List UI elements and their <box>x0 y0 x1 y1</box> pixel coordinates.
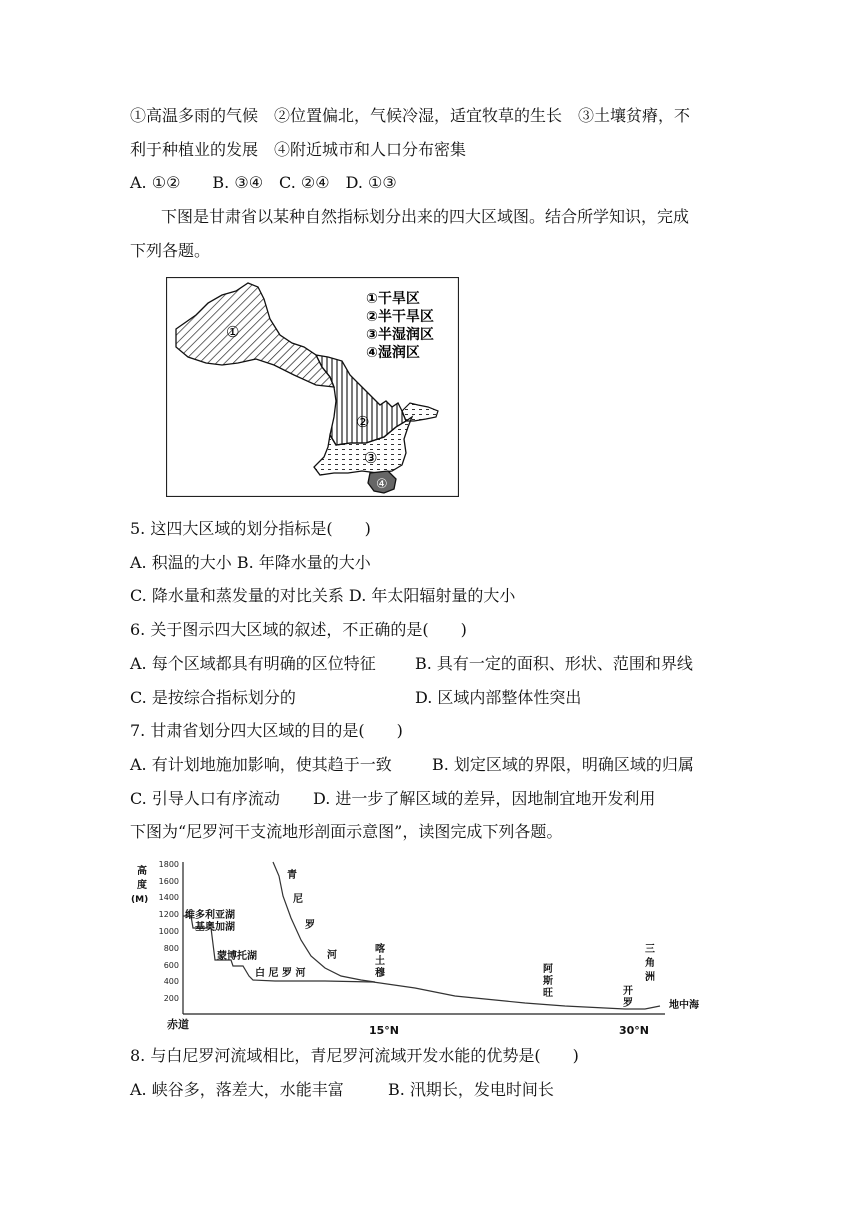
q4-answer-choices: A. ①② B. ③④ C. ②④ D. ①③ <box>130 173 397 192</box>
nile-intro: 下图为“尼罗河干支流地形剖面示意图”，读图完成下列各题。 <box>130 822 563 841</box>
y-tick-1400: 1400 <box>158 893 179 902</box>
q7-option-c: C. 引导人口有序流动 <box>130 789 280 808</box>
legend-semi-arid: ②半干旱区 <box>366 309 434 325</box>
q5-stem: 5. 这四大区域的划分指标是( ) <box>130 519 371 538</box>
q6-stem: 6. 关于图示四大区域的叙述，不正确的是( ) <box>130 620 467 639</box>
q7-option-d: D. 进一步了解区域的差异，因地制宜地开发利用 <box>313 789 656 808</box>
q8-option-b: B. 汛期长，发电时间长 <box>388 1080 554 1099</box>
y-title-2: 度 <box>137 880 147 891</box>
label-khartoum-1: 喀 <box>375 944 385 955</box>
q6-option-c: C. 是按综合指标划分的 <box>130 688 296 707</box>
label-blue-2: 尼 <box>293 894 303 905</box>
label-aswan-2: 斯 <box>543 976 553 987</box>
label-khartoum-2: 土 <box>375 956 385 967</box>
gansu-region-map <box>166 277 459 497</box>
label-cairo-2: 罗 <box>623 998 633 1009</box>
y-tick-1200: 1200 <box>158 910 179 919</box>
map-label-1: ① <box>226 323 240 341</box>
q7-option-a: A. 有计划地施加影响，使其趋于一致 <box>130 755 392 774</box>
label-aswan-1: 阿 <box>543 964 553 975</box>
y-title-1: 高 <box>137 866 147 877</box>
label-blue-1: 青 <box>287 870 297 881</box>
map-label-2: ② <box>356 413 370 431</box>
map-intro-line1: 下图是甘肃省以某种自然指标划分出来的四大区域图。结合所学知识，完成 <box>161 207 690 226</box>
y-tick-1800: 1800 <box>158 860 179 869</box>
label-blue-4: 河 <box>327 950 337 961</box>
q7-option-b: B. 划定区域的界限，明确区域的归属 <box>432 755 694 774</box>
legend-semi-humid: ③半湿润区 <box>366 327 434 343</box>
q4-options-line1: ①高温多雨的气候 ②位置偏北，气候冷湿，适宜牧草的生长 ③土壤贫瘠，不 <box>130 106 691 125</box>
q4-options-line2: 利于种植业的发展 ④附近城市和人口分布密集 <box>130 140 467 159</box>
nile-profile-diagram <box>125 856 715 1036</box>
y-tick-400: 400 <box>163 977 179 986</box>
q6-option-b: B. 具有一定的面积、形状、范围和界线 <box>415 654 693 673</box>
y-tick-800: 800 <box>163 944 179 953</box>
x-label-15n: 15°N <box>369 1024 400 1036</box>
x-label-30n: 30°N <box>619 1024 650 1036</box>
label-blue-3: 罗 <box>305 920 315 931</box>
label-khartoum-3: 穆 <box>375 968 385 979</box>
q8-option-a: A. 峡谷多，落差大，水能丰富 <box>130 1080 344 1099</box>
label-cairo-1: 开 <box>623 986 633 997</box>
x-label-equator: 赤道 <box>167 1018 189 1031</box>
y-tick-600: 600 <box>163 961 179 970</box>
map-label-3: ③ <box>364 449 378 467</box>
label-white-nile: 白 尼 罗 河 <box>255 968 306 979</box>
q5-options-ab: A. 积温的大小 B. 年降水量的大小 <box>130 553 371 572</box>
y-tick-200: 200 <box>163 994 179 1003</box>
label-aswan-3: 旺 <box>543 988 553 999</box>
q5-options-cd: C. 降水量和蒸发量的对比关系 D. 年太阳辐射量的大小 <box>130 586 516 605</box>
legend-arid: ①干旱区 <box>366 291 420 307</box>
q7-stem: 7. 甘肃省划分四大区域的目的是( ) <box>130 721 403 740</box>
label-mobutu: 蒙博托湖 <box>217 951 257 962</box>
y-tick-1600: 1600 <box>158 877 179 886</box>
white-nile-profile <box>183 916 660 1009</box>
label-delta-3: 洲 <box>645 972 655 983</box>
q6-option-a: A. 每个区域都具有明确的区位特征 <box>130 654 376 673</box>
label-kyoga: 基奥加湖 <box>195 922 235 933</box>
label-delta-2: 角 <box>645 958 655 969</box>
map-intro-line2: 下列各题。 <box>130 241 211 260</box>
legend-humid: ④湿润区 <box>366 345 420 361</box>
label-delta-1: 三 <box>645 944 655 955</box>
map-label-4: ④ <box>376 477 388 492</box>
label-victoria: 维多利亚湖 <box>185 910 235 921</box>
q8-stem: 8. 与白尼罗河流域相比，青尼罗河流域开发水能的优势是( ) <box>130 1046 579 1065</box>
q6-option-d: D. 区域内部整体性突出 <box>415 688 582 707</box>
y-tick-1000: 1000 <box>158 927 179 936</box>
y-title-3: (M) <box>131 895 149 905</box>
label-mediterranean: 地中海 <box>669 1000 699 1011</box>
